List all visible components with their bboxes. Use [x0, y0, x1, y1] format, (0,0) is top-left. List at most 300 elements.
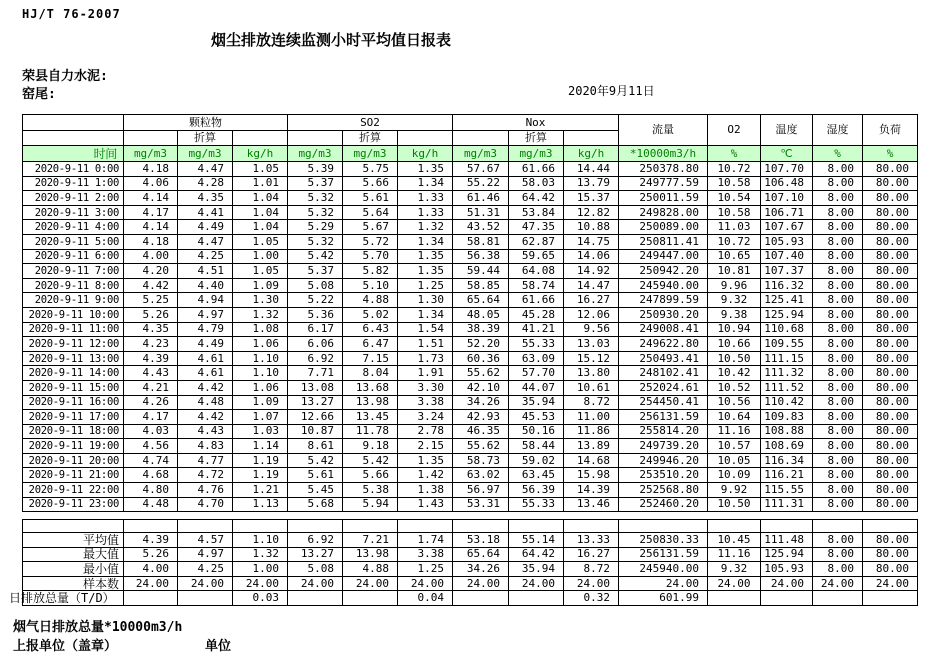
summary-cell: 1.32: [233, 547, 288, 562]
data-cell: 13.89: [564, 439, 619, 454]
data-cell: 125.41: [761, 293, 813, 308]
table-row: [23, 191, 918, 206]
data-cell: 80.00: [863, 293, 918, 308]
data-cell: 53.31: [453, 497, 509, 512]
summary-cell: 64.42: [509, 547, 564, 562]
data-cell: 8.00: [813, 220, 863, 235]
data-cell: 5.68: [288, 497, 343, 512]
summary-cell: 24.00: [564, 576, 619, 591]
data-cell: 4.77: [178, 453, 233, 468]
summary-cell: 3.38: [398, 547, 453, 562]
data-cell: 51.31: [453, 205, 509, 220]
summary-cell: [813, 591, 863, 606]
empty-cell: [619, 520, 708, 533]
data-cell: 64.08: [509, 264, 564, 279]
summary-cell: 24.00: [813, 576, 863, 591]
data-cell: 55.62: [453, 366, 509, 381]
data-cell: 5.29: [288, 220, 343, 235]
data-cell: 4.61: [178, 351, 233, 366]
data-cell: 5.22: [288, 293, 343, 308]
data-cell: 5.42: [288, 453, 343, 468]
data-cell: 5.45: [288, 483, 343, 498]
time-cell: 2020-9-11 4:00: [23, 220, 124, 235]
data-cell: 4.23: [124, 337, 178, 352]
data-cell: 6.06: [288, 337, 343, 352]
data-cell: 8.00: [813, 249, 863, 264]
subheader-converted-pm: 折算: [178, 131, 233, 146]
header-row-units: [23, 146, 918, 162]
table-row: [23, 453, 918, 468]
data-cell: 8.00: [813, 424, 863, 439]
data-cell: 1.08: [233, 322, 288, 337]
data-cell: 60.36: [453, 351, 509, 366]
empty-cell: [398, 520, 453, 533]
summary-cell: [178, 591, 233, 606]
data-cell: 12.66: [288, 410, 343, 425]
data-cell: 46.35: [453, 424, 509, 439]
data-cell: 3.38: [398, 395, 453, 410]
time-cell: 2020-9-11 15:00: [23, 380, 124, 395]
data-cell: 1.35: [398, 453, 453, 468]
table-row: [23, 205, 918, 220]
summary-cell: 10.45: [708, 533, 761, 548]
data-cell: 5.02: [343, 307, 398, 322]
data-cell: 10.94: [708, 322, 761, 337]
data-cell: 1.05: [233, 162, 288, 177]
data-cell: 4.49: [178, 220, 233, 235]
data-cell: 1.33: [398, 205, 453, 220]
header-empty-cell: [233, 131, 288, 146]
data-cell: 8.00: [813, 278, 863, 293]
header-empty-cell: [124, 131, 178, 146]
time-cell: 2020-9-11 13:00: [23, 351, 124, 366]
flue-gas-total-note: 烟气日排放总量*10000m3/h: [13, 620, 183, 635]
table-row: [23, 220, 918, 235]
empty-cell: [708, 520, 761, 533]
data-cell: 11.16: [708, 424, 761, 439]
time-cell: 2020-9-11 16:00: [23, 395, 124, 410]
col-header-load: 负荷: [863, 115, 918, 146]
data-cell: 8.00: [813, 162, 863, 177]
data-cell: 8.00: [813, 497, 863, 512]
data-cell: 3.30: [398, 380, 453, 395]
data-cell: 111.15: [761, 351, 813, 366]
data-cell: 1.91: [398, 366, 453, 381]
data-cell: 8.00: [813, 351, 863, 366]
data-cell: 9.38: [708, 307, 761, 322]
data-cell: 13.80: [564, 366, 619, 381]
data-cell: 5.82: [343, 264, 398, 279]
empty-cell: [564, 520, 619, 533]
data-cell: 13.03: [564, 337, 619, 352]
data-cell: 1.19: [233, 468, 288, 483]
data-cell: 10.05: [708, 453, 761, 468]
data-cell: 10.87: [288, 424, 343, 439]
site-name: 窑尾:: [22, 87, 56, 102]
summary-cell: 24.00: [708, 576, 761, 591]
data-cell: 4.48: [178, 395, 233, 410]
data-cell: 61.66: [509, 162, 564, 177]
data-cell: 80.00: [863, 380, 918, 395]
time-cell: 2020-9-11 20:00: [23, 453, 124, 468]
data-cell: 5.38: [343, 483, 398, 498]
data-cell: 107.70: [761, 162, 813, 177]
data-cell: 8.61: [288, 439, 343, 454]
data-cell: 5.64: [343, 205, 398, 220]
data-cell: 250811.41: [619, 234, 708, 249]
data-cell: 80.00: [863, 249, 918, 264]
data-cell: 63.45: [509, 468, 564, 483]
summary-cell: 80.00: [863, 562, 918, 577]
summary-cell: 24.00: [453, 576, 509, 591]
time-cell: 2020-9-11 5:00: [23, 234, 124, 249]
summary-cell: 16.27: [564, 547, 619, 562]
data-cell: 111.31: [761, 497, 813, 512]
data-cell: 249622.80: [619, 337, 708, 352]
summary-cell: 13.27: [288, 547, 343, 562]
summary-cell: 53.18: [453, 533, 509, 548]
empty-cell: [761, 520, 813, 533]
data-cell: 9.96: [708, 278, 761, 293]
data-cell: 8.00: [813, 380, 863, 395]
data-cell: 109.83: [761, 410, 813, 425]
data-cell: 10.58: [708, 176, 761, 191]
col-group-nox: Nox: [453, 115, 619, 131]
unit-cell: mg/m3: [178, 146, 233, 162]
data-cell: 61.46: [453, 191, 509, 206]
table-row: [23, 293, 918, 308]
data-cell: 107.40: [761, 249, 813, 264]
summary-cell: 105.93: [761, 562, 813, 577]
summary-cell: 601.99: [619, 591, 708, 606]
data-cell: 107.10: [761, 191, 813, 206]
data-cell: 80.00: [863, 234, 918, 249]
summary-row: [23, 533, 918, 548]
data-cell: 64.42: [509, 191, 564, 206]
data-cell: 8.00: [813, 307, 863, 322]
data-cell: 61.66: [509, 293, 564, 308]
table-row: [23, 176, 918, 191]
summary-cell: 245940.00: [619, 562, 708, 577]
header-empty-cell: [288, 131, 343, 146]
data-cell: 8.00: [813, 264, 863, 279]
data-cell: 5.39: [288, 162, 343, 177]
data-cell: 1.34: [398, 176, 453, 191]
data-cell: 4.74: [124, 453, 178, 468]
data-cell: 4.39: [124, 351, 178, 366]
data-cell: 1.04: [233, 205, 288, 220]
data-cell: 1.25: [398, 278, 453, 293]
data-cell: 15.37: [564, 191, 619, 206]
summary-cell: 55.14: [509, 533, 564, 548]
data-cell: 1.33: [398, 191, 453, 206]
data-cell: 2.15: [398, 439, 453, 454]
data-cell: 8.00: [813, 439, 863, 454]
data-cell: 250011.59: [619, 191, 708, 206]
time-cell: 2020-9-11 21:00: [23, 468, 124, 483]
data-cell: 58.03: [509, 176, 564, 191]
data-cell: 5.75: [343, 162, 398, 177]
data-cell: 111.52: [761, 380, 813, 395]
data-cell: 59.02: [509, 453, 564, 468]
data-cell: 5.66: [343, 468, 398, 483]
data-cell: 43.52: [453, 220, 509, 235]
data-cell: 10.61: [564, 380, 619, 395]
data-cell: 8.00: [813, 293, 863, 308]
unit-cell: %: [708, 146, 761, 162]
data-cell: 10.54: [708, 191, 761, 206]
data-cell: 13.08: [288, 380, 343, 395]
data-cell: 3.24: [398, 410, 453, 425]
table-row: [23, 337, 918, 352]
data-cell: 4.42: [124, 278, 178, 293]
data-cell: 5.32: [288, 205, 343, 220]
data-cell: 14.06: [564, 249, 619, 264]
data-cell: 1.34: [398, 307, 453, 322]
data-cell: 15.98: [564, 468, 619, 483]
summary-cell: 0.03: [233, 591, 288, 606]
data-cell: 1.13: [233, 497, 288, 512]
data-cell: 58.44: [509, 439, 564, 454]
table-row: [23, 380, 918, 395]
data-cell: 115.55: [761, 483, 813, 498]
data-cell: 9.56: [564, 322, 619, 337]
data-cell: 5.25: [124, 293, 178, 308]
data-cell: 109.55: [761, 337, 813, 352]
data-cell: 4.28: [178, 176, 233, 191]
data-cell: 80.00: [863, 264, 918, 279]
data-cell: 107.67: [761, 220, 813, 235]
header-empty-cell: [23, 115, 124, 131]
data-cell: 5.66: [343, 176, 398, 191]
data-cell: 15.12: [564, 351, 619, 366]
data-cell: 80.00: [863, 220, 918, 235]
data-cell: 1.06: [233, 380, 288, 395]
empty-cell: [233, 520, 288, 533]
data-cell: 10.66: [708, 337, 761, 352]
summary-label-cell: 最小值: [23, 562, 124, 577]
data-cell: 1.05: [233, 234, 288, 249]
data-cell: 10.58: [708, 205, 761, 220]
summary-row: [23, 576, 918, 591]
empty-cell: [288, 520, 343, 533]
unit-cell: mg/m3: [343, 146, 398, 162]
data-cell: 80.00: [863, 278, 918, 293]
data-cell: 13.79: [564, 176, 619, 191]
data-cell: 108.69: [761, 439, 813, 454]
data-cell: 13.45: [343, 410, 398, 425]
data-cell: 1.10: [233, 366, 288, 381]
data-cell: 8.00: [813, 337, 863, 352]
summary-cell: [453, 591, 509, 606]
data-cell: 38.39: [453, 322, 509, 337]
col-group-pm: 颗粒物: [124, 115, 288, 131]
time-cell: 2020-9-11 6:00: [23, 249, 124, 264]
summary-cell: 24.00: [288, 576, 343, 591]
data-cell: 80.00: [863, 337, 918, 352]
table-row: [23, 483, 918, 498]
summary-cell: 65.64: [453, 547, 509, 562]
data-cell: 62.87: [509, 234, 564, 249]
unit-label: 单位: [205, 639, 232, 654]
data-cell: 110.68: [761, 322, 813, 337]
unit-cell: mg/m3: [124, 146, 178, 162]
table-row: [23, 395, 918, 410]
unit-cell: %: [863, 146, 918, 162]
unit-cell: ℃: [761, 146, 813, 162]
data-cell: 80.00: [863, 497, 918, 512]
summary-cell: 1.74: [398, 533, 453, 548]
data-cell: 14.75: [564, 234, 619, 249]
data-cell: 58.73: [453, 453, 509, 468]
data-cell: 1.19: [233, 453, 288, 468]
table-row: [23, 162, 918, 177]
data-cell: 8.72: [564, 395, 619, 410]
data-cell: 5.32: [288, 191, 343, 206]
summary-cell: 13.33: [564, 533, 619, 548]
data-cell: 245940.00: [619, 278, 708, 293]
data-cell: 13.68: [343, 380, 398, 395]
col-header-temp: 温度: [761, 115, 813, 146]
report-unit-label: 上报单位（盖章）: [13, 639, 118, 654]
summary-cell: 24.00: [509, 576, 564, 591]
unit-cell: mg/m3: [453, 146, 509, 162]
data-cell: 250493.41: [619, 351, 708, 366]
data-cell: 4.18: [124, 162, 178, 177]
data-cell: 80.00: [863, 351, 918, 366]
empty-cell: [178, 520, 233, 533]
data-cell: 50.16: [509, 424, 564, 439]
data-cell: 8.00: [813, 483, 863, 498]
data-cell: 5.42: [343, 453, 398, 468]
data-cell: 7.15: [343, 351, 398, 366]
data-cell: 8.00: [813, 395, 863, 410]
data-cell: 80.00: [863, 322, 918, 337]
data-cell: 53.84: [509, 205, 564, 220]
data-cell: 8.00: [813, 366, 863, 381]
summary-cell: 4.25: [178, 562, 233, 577]
summary-cell: [288, 591, 343, 606]
data-cell: 12.06: [564, 307, 619, 322]
main-table-body: [23, 162, 918, 512]
data-cell: 80.00: [863, 483, 918, 498]
data-cell: 6.43: [343, 322, 398, 337]
table-row: [23, 410, 918, 425]
summary-label-cell: 最大值: [23, 547, 124, 562]
col-header-o2: O2: [708, 115, 761, 146]
header-empty-cell: [453, 131, 509, 146]
data-cell: 249739.20: [619, 439, 708, 454]
empty-cell: [509, 520, 564, 533]
summary-cell: [343, 591, 398, 606]
summary-cell: 1.10: [233, 533, 288, 548]
data-cell: 250942.20: [619, 264, 708, 279]
data-cell: 5.26: [124, 307, 178, 322]
data-cell: 4.49: [178, 337, 233, 352]
data-cell: 1.35: [398, 162, 453, 177]
data-cell: 4.35: [178, 191, 233, 206]
data-cell: 1.05: [233, 264, 288, 279]
data-cell: 8.00: [813, 468, 863, 483]
data-cell: 55.62: [453, 439, 509, 454]
data-cell: 2.78: [398, 424, 453, 439]
data-cell: 4.72: [178, 468, 233, 483]
table-row: [23, 497, 918, 512]
data-cell: 4.21: [124, 380, 178, 395]
data-cell: 8.00: [813, 322, 863, 337]
table-row: [23, 439, 918, 454]
time-cell: 2020-9-11 18:00: [23, 424, 124, 439]
data-cell: 35.94: [509, 395, 564, 410]
data-cell: 80.00: [863, 307, 918, 322]
data-cell: 57.70: [509, 366, 564, 381]
summary-cell: 6.92: [288, 533, 343, 548]
data-cell: 4.06: [124, 176, 178, 191]
data-cell: 55.22: [453, 176, 509, 191]
data-cell: 80.00: [863, 162, 918, 177]
table-row: [23, 424, 918, 439]
data-cell: 1.00: [233, 249, 288, 264]
summary-cell: [708, 591, 761, 606]
data-cell: 4.14: [124, 191, 178, 206]
table-row: [23, 307, 918, 322]
data-cell: 5.37: [288, 264, 343, 279]
data-cell: 5.61: [343, 191, 398, 206]
data-cell: 1.30: [398, 293, 453, 308]
summary-cell: 1.00: [233, 562, 288, 577]
data-cell: 254450.41: [619, 395, 708, 410]
data-cell: 1.32: [398, 220, 453, 235]
data-cell: 5.37: [288, 176, 343, 191]
data-cell: 80.00: [863, 395, 918, 410]
data-cell: 4.79: [178, 322, 233, 337]
time-cell: 2020-9-11 12:00: [23, 337, 124, 352]
data-cell: 1.01: [233, 176, 288, 191]
data-cell: 11.78: [343, 424, 398, 439]
data-cell: 42.93: [453, 410, 509, 425]
data-cell: 4.03: [124, 424, 178, 439]
data-cell: 47.35: [509, 220, 564, 235]
data-cell: 250089.00: [619, 220, 708, 235]
summary-cell: 9.32: [708, 562, 761, 577]
monitoring-table: [22, 114, 918, 512]
col-group-so2: SO2: [288, 115, 453, 131]
data-cell: 10.50: [708, 351, 761, 366]
data-cell: 1.07: [233, 410, 288, 425]
summary-cell: 0.04: [398, 591, 453, 606]
data-cell: 80.00: [863, 468, 918, 483]
summary-cell: 0.32: [564, 591, 619, 606]
summary-cell: 5.26: [124, 547, 178, 562]
summary-label-cell: 平均值: [23, 533, 124, 548]
data-cell: 8.04: [343, 366, 398, 381]
standard-code: HJ/T 76-2007: [22, 7, 121, 21]
spacer-row: [23, 520, 918, 533]
data-cell: 253510.20: [619, 468, 708, 483]
data-cell: 56.38: [453, 249, 509, 264]
data-cell: 252460.20: [619, 497, 708, 512]
summary-cell: 5.08: [288, 562, 343, 577]
data-cell: 125.94: [761, 307, 813, 322]
data-cell: 5.94: [343, 497, 398, 512]
daily-total-row: [23, 591, 918, 606]
data-cell: 249777.59: [619, 176, 708, 191]
table-row: [23, 264, 918, 279]
summary-cell: 24.00: [398, 576, 453, 591]
data-cell: 10.56: [708, 395, 761, 410]
data-cell: 8.00: [813, 205, 863, 220]
table-row: [23, 351, 918, 366]
